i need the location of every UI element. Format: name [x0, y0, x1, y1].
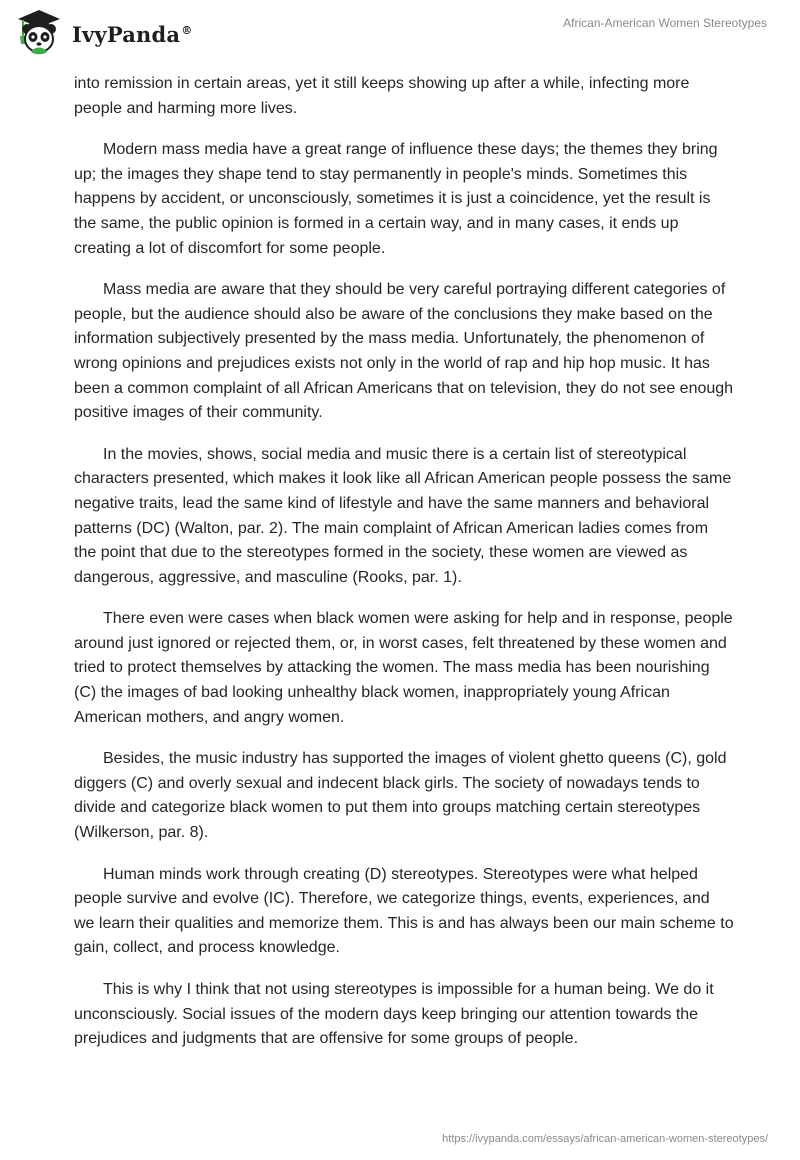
paragraph: Human minds work through creating (D) stereotypes. Stereotypes were what helped people survive and evolve (IC). Therefore, we categorize things, events, experiences, and we learn their qualities and memorize them. This is and has always been our main scheme to gain, collect, and process knowledge.	[74, 865, 734, 957]
paragraph: Mass media are aware that they should be very careful portraying different categories of people, but the audience should also be aware of the conclusions they make based on the information subjectively presented by the mass media. Unfortunately, the phenomenon of wrong opinions and prejudices exists not only in the world of rap and hip hop music. It has been a common complaint of all African Americans that on television, they do not see enough positive images of their community.	[74, 281, 734, 422]
paragraph: This is why I think that not using stereotypes is impossible for a human being. We do it unconsciously. Social issues of the modern days keep bringing our attention towards the prejudices and judgments that are offensive for some groups of people.	[74, 981, 714, 1048]
paragraph: In the movies, shows, social media and music there is a certain list of stereotypical characters presented, which makes it look like all African American people possess the same negative traits, lead the same kind of lifestyle and have the same manners and behavioral patterns (DC) (Walton, par. 2). The main complaint of African American ladies comes from the point that due to the stereotypes formed in the society, these women are viewed as dangerous, aggressive, and masculine (Rooks, par. 1).	[74, 445, 732, 586]
running-title: African-American Women Stereotypes	[563, 16, 767, 30]
paragraph: There even were cases when black women were asking for help and in response, people around just ignored or rejected them, or, in worst cases, felt threatened by these women and tried to protect themselves by attacking the women. The mass media has been nourishing (C) the images of bad looking unhealthy black women, inappropriately young African American mothers, and angry women.	[74, 610, 733, 726]
page-header	[0, 0, 800, 70]
source-url-link[interactable]: https://ivypanda.com/essays/african-american-women-stereotypes/	[442, 1133, 768, 1145]
paragraph: Modern mass media have a great range of influence these days; the themes they bring up; the images they shape tend to stay permanently in people's minds. Sometimes this happens by accident, or unconsciously, sometimes it is just a coincidence, yet the result is the same, the public opinion is formed in a certain way, and in many cases, it ends up creating a lot of discomfort for some people.	[74, 141, 718, 257]
brand-logo[interactable]	[14, 8, 192, 56]
paragraph-continued: into remission in certain areas, yet it still keeps showing up after a while, infecting more people and harming more lives.	[74, 75, 690, 117]
paragraph: Besides, the music industry has supported the images of violent ghetto queens (C), gold diggers (C) and overly sexual and indecent black girls. The society of nowadays tends to divide and categorize black women to put them into groups matching certain stereotypes (Wilkerson, par. 8).	[74, 750, 727, 842]
registered-mark: ®	[181, 23, 193, 37]
panda-graduation-cap-icon	[14, 8, 64, 56]
brand-name: IvyPanda®	[72, 21, 193, 47]
essay-body	[74, 72, 734, 1069]
